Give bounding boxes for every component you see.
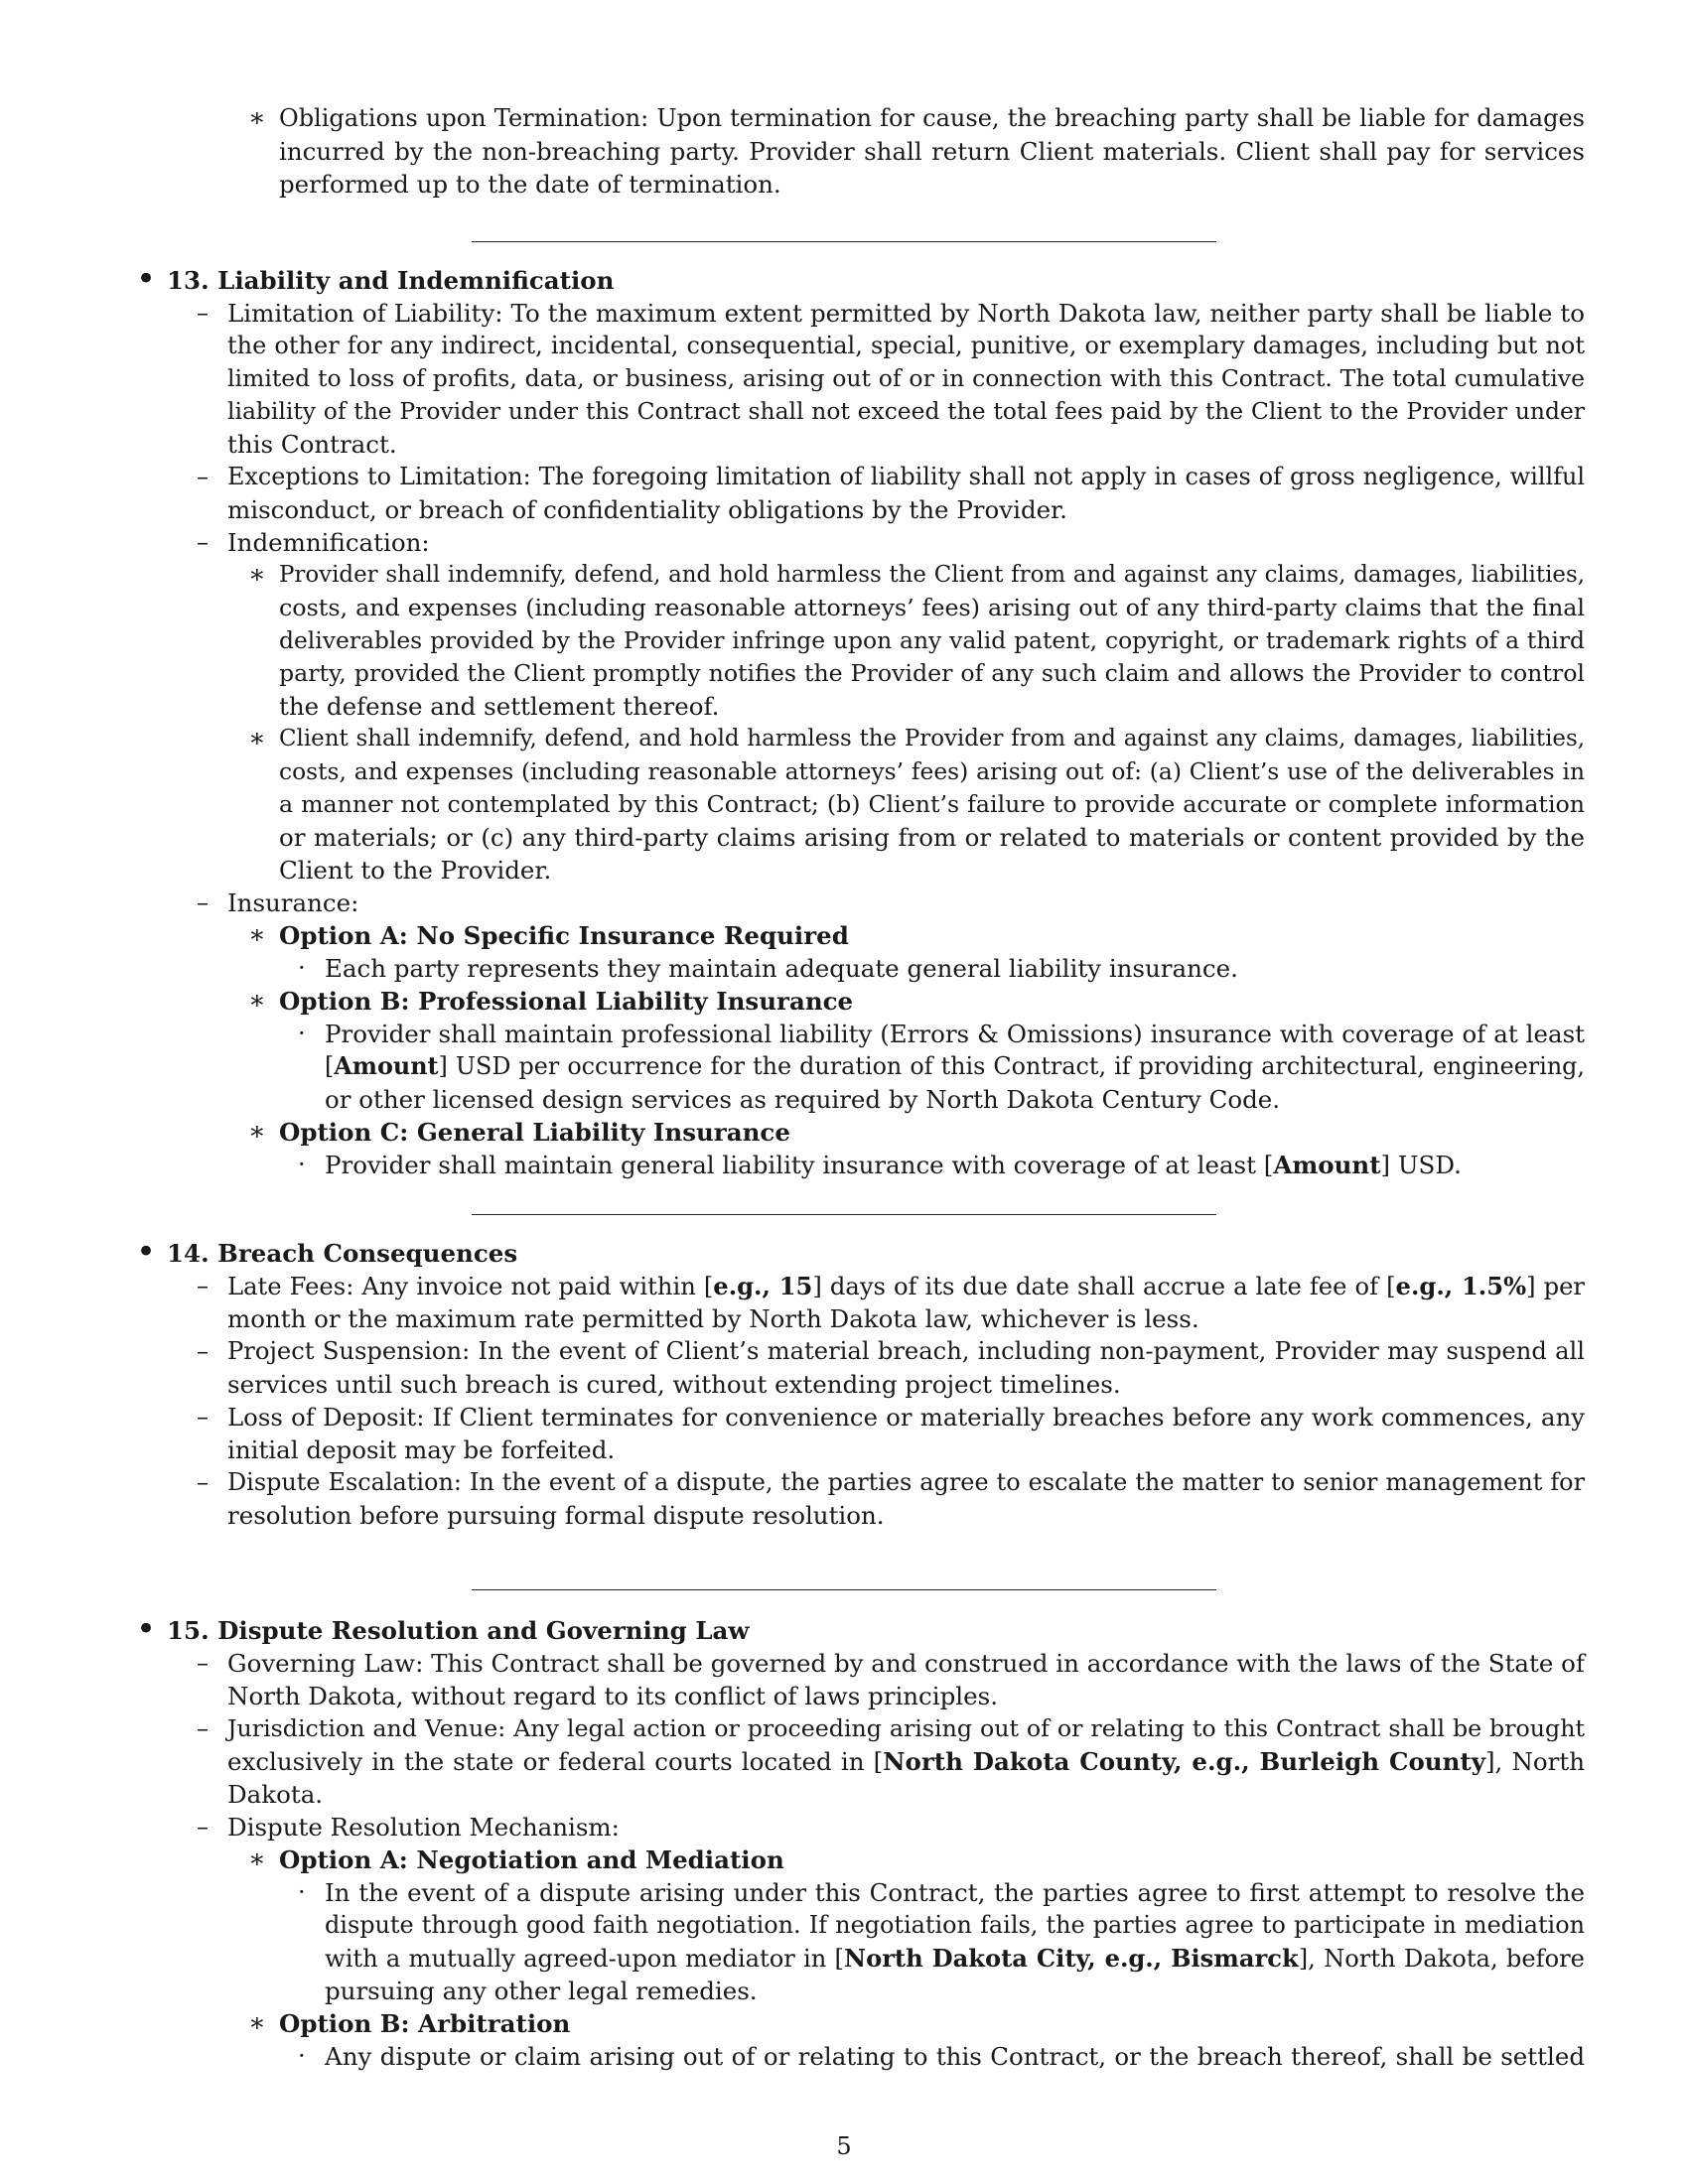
insurance-option-c-text: ] USD. [1380, 1151, 1462, 1179]
insurance-option-b-title: Option B: Professional Liability Insurance [279, 987, 854, 1016]
asterisk-bullet-icon: ∗ [248, 986, 266, 1016]
termination-obligations-line: incurred by the non-breaching party. Provider shall return Client materials. Client shall pay for services [279, 137, 1585, 166]
termination-obligations-line: performed up to the date of termination. [279, 170, 781, 199]
venue-text: ], North [1485, 1747, 1585, 1776]
dash-bullet-icon: – [197, 1714, 209, 1742]
limitation-line: liability of the Provider under this Contract shall not exceed the total fees paid by the Client to the Provider under [227, 397, 1585, 425]
late-fees-text: Late Fees: Any invoice not paid within [ [227, 1273, 714, 1300]
dispute-option-a-text: ], North Dakota, before [1298, 1945, 1585, 1973]
client-indemnity-line: or materials; or (c) any third-party claims arising from or related to materials or content provided by the [279, 823, 1585, 852]
client-indemnity-line: Client to the Provider. [279, 856, 552, 885]
late-fees-line [227, 1270, 1585, 1302]
insurance-option-b-line: or other licensed design services as required by North Dakota Century Code. [325, 1085, 1281, 1114]
deposit-line: Loss of Deposit: If Client terminates for convenience or materially breaches before any work commences, any [227, 1403, 1585, 1432]
insurance-option-c-title: Option C: General Liability Insurance [279, 1118, 790, 1147]
page-number: 5 [836, 2132, 852, 2160]
dash-bullet-icon: – [197, 1813, 209, 1841]
bracket: [ [325, 1052, 335, 1080]
section-heading: 14. Breach Consequences [167, 1239, 518, 1268]
client-indemnity-line: a manner not contemplated by this Contract; (b) Client’s failure to provide accurate or complete information [279, 790, 1585, 818]
middle-dot-bullet-icon: · [298, 1878, 306, 1906]
late-fees-text: ] days of its due date shall accrue a late fee of [ [812, 1273, 1396, 1300]
dispute-option-a-title: Option A: Negotiation and Mediation [279, 1845, 784, 1874]
section-divider [472, 1214, 1216, 1215]
asterisk-bullet-icon: ∗ [248, 2008, 266, 2038]
middle-dot-bullet-icon: · [298, 2042, 306, 2070]
indemnification-label: Indemnification: [227, 528, 430, 557]
dispute-option-a-line: dispute through good faith negotiation. If negotiation fails, the parties agree to participate in mediation [325, 1911, 1585, 1939]
venue-line: Dakota. [227, 1780, 324, 1809]
bullet-icon: • [136, 1232, 157, 1272]
venue-line [227, 1745, 1585, 1778]
dash-bullet-icon: – [197, 1272, 209, 1299]
suspension-line: Project Suspension: In the event of Client’s material breach, including non-payment, Provider may suspend all [227, 1337, 1585, 1365]
venue-line: Jurisdiction and Venue: Any legal action or proceeding arising out of or relating to this Contract shall be brought [227, 1714, 1585, 1742]
asterisk-bullet-icon: ∗ [248, 1117, 266, 1147]
mechanism-label: Dispute Resolution Mechanism: [227, 1813, 620, 1842]
escalation-line: resolution before pursuing formal dispute resolution. [227, 1501, 885, 1530]
venue-text: exclusively in the state or federal courts located in [ [227, 1747, 884, 1776]
section-divider [472, 1589, 1216, 1590]
insurance-label: Insurance: [227, 888, 359, 917]
governing-law-line: Governing Law: This Contract shall be governed by and construed in accordance with the laws of the State of [227, 1649, 1585, 1678]
dispute-option-a-line [325, 1942, 1585, 1975]
insurance-option-a-title: Option A: No Specific Insurance Required [279, 921, 849, 950]
provider-indemnity-line: Provider shall indemnify, defend, and hold harmless the Client from and against any claims, damages, liabilities, [279, 562, 1585, 588]
exceptions-line: misconduct, or breach of confidentiality obligations by the Provider. [227, 495, 1067, 524]
asterisk-bullet-icon: ∗ [248, 724, 266, 753]
asterisk-bullet-icon: ∗ [248, 560, 266, 590]
dispute-option-a-line: pursuing any other legal remedies. [325, 1977, 758, 2005]
late-fees-rate-placeholder: e.g., 1.5% [1395, 1272, 1527, 1300]
amount-placeholder: Amount [334, 1052, 439, 1080]
dispute-option-a-text: with a mutually agreed-upon mediator in [ [325, 1945, 844, 1973]
insurance-option-b-line [325, 1050, 1585, 1083]
insurance-option-c-text: Provider shall maintain general liability insurance with coverage of at least [ [325, 1151, 1274, 1179]
insurance-option-b-text: ] USD per occurrence for the duration of this Contract, if providing architectural, engineering, [438, 1052, 1585, 1080]
client-indemnity-line: costs, and expenses (including reasonable attorneys’ fees) arising out of: (a) Client’s use of the deliverables in [279, 757, 1585, 785]
insurance-option-b-line: Provider shall maintain professional liability (Errors & Omissions) insurance with coverage of at least [325, 1020, 1585, 1048]
deposit-line: initial deposit may be forfeited. [227, 1435, 616, 1464]
provider-indemnity-line: party, provided the Client promptly notifies the Provider of any such claim and allows the Provider to control [279, 659, 1585, 687]
amount-placeholder: Amount [1273, 1151, 1381, 1179]
dispute-option-b-title: Option B: Arbitration [279, 2009, 571, 2038]
late-fees-text: ] per [1526, 1273, 1586, 1300]
exceptions-line: Exceptions to Limitation: The foregoing limitation of liability shall not apply in cases of gross negligence, willful [227, 463, 1585, 490]
section-heading: 13. Liability and Indemnification [167, 266, 615, 295]
city-placeholder: North Dakota City, e.g., Bismarck [843, 1944, 1299, 1973]
suspension-line: services until such breach is cured, without extending project timelines. [227, 1370, 1121, 1399]
dash-bullet-icon: – [197, 528, 209, 556]
dash-bullet-icon: – [197, 1337, 209, 1365]
dispute-option-a-line: In the event of a dispute arising under this Contract, the parties agree to first attempt to resolve the [325, 1878, 1585, 1907]
provider-indemnity-line: deliverables provided by the Provider infringe upon any valid patent, copyright, or trademark rights of a third [279, 626, 1585, 654]
limitation-line: Limitation of Liability: To the maximum extent permitted by North Dakota law, neither party shall be liable to [227, 299, 1585, 328]
insurance-option-a-text: Each party represents they maintain adequate general liability insurance. [325, 954, 1238, 983]
dash-bullet-icon: – [197, 299, 209, 327]
governing-law-line: North Dakota, without regard to its conflict of laws principles. [227, 1682, 998, 1710]
limitation-line: the other for any indirect, incidental, consequential, special, punitive, or exemplary damages, including but not [227, 332, 1585, 359]
limitation-line: limited to loss of profits, data, or business, arising out of or in connection with this Contract. The total cumulative [227, 364, 1585, 392]
late-fees-line: month or the maximum rate permitted by North Dakota law, whichever is less. [227, 1304, 1199, 1333]
asterisk-bullet-icon: ∗ [248, 920, 266, 950]
bullet-icon: • [136, 1609, 157, 1649]
middle-dot-bullet-icon: · [298, 954, 306, 982]
asterisk-bullet-icon: ∗ [248, 103, 266, 133]
section-divider [472, 241, 1216, 242]
termination-obligations-line: Obligations upon Termination: Upon termination for cause, the breaching party shall be liable for damages [279, 104, 1585, 132]
limitation-line: this Contract. [227, 430, 397, 459]
provider-indemnity-line: costs, and expenses (including reasonable attorneys’ fees) arising out of any third-party claims that the final [279, 594, 1585, 621]
dash-bullet-icon: – [197, 1649, 209, 1677]
section-heading: 15. Dispute Resolution and Governing Law [167, 1616, 750, 1645]
escalation-line: Dispute Escalation: In the event of a dispute, the parties agree to escalate the matter to senior management for [227, 1468, 1585, 1496]
provider-indemnity-line: the defense and settlement thereof. [279, 692, 720, 721]
middle-dot-bullet-icon: · [298, 1020, 306, 1047]
asterisk-bullet-icon: ∗ [248, 1844, 266, 1874]
late-fees-days-placeholder: e.g., 15 [713, 1272, 813, 1300]
dash-bullet-icon: – [197, 1468, 209, 1496]
dash-bullet-icon: – [197, 463, 209, 490]
dash-bullet-icon: – [197, 1403, 209, 1431]
middle-dot-bullet-icon: · [298, 1151, 306, 1178]
insurance-option-c-line [325, 1149, 1462, 1181]
county-placeholder: North Dakota County, e.g., Burleigh County [883, 1747, 1485, 1776]
dash-bullet-icon: – [197, 888, 209, 916]
bullet-icon: • [136, 259, 157, 299]
client-indemnity-line: Client shall indemnify, defend, and hold harmless the Provider from and against any claims, damages, liabilities, [279, 726, 1585, 751]
dispute-option-b-line: Any dispute or claim arising out of or relating to this Contract, or the breach thereof, shall be settled [325, 2042, 1585, 2071]
